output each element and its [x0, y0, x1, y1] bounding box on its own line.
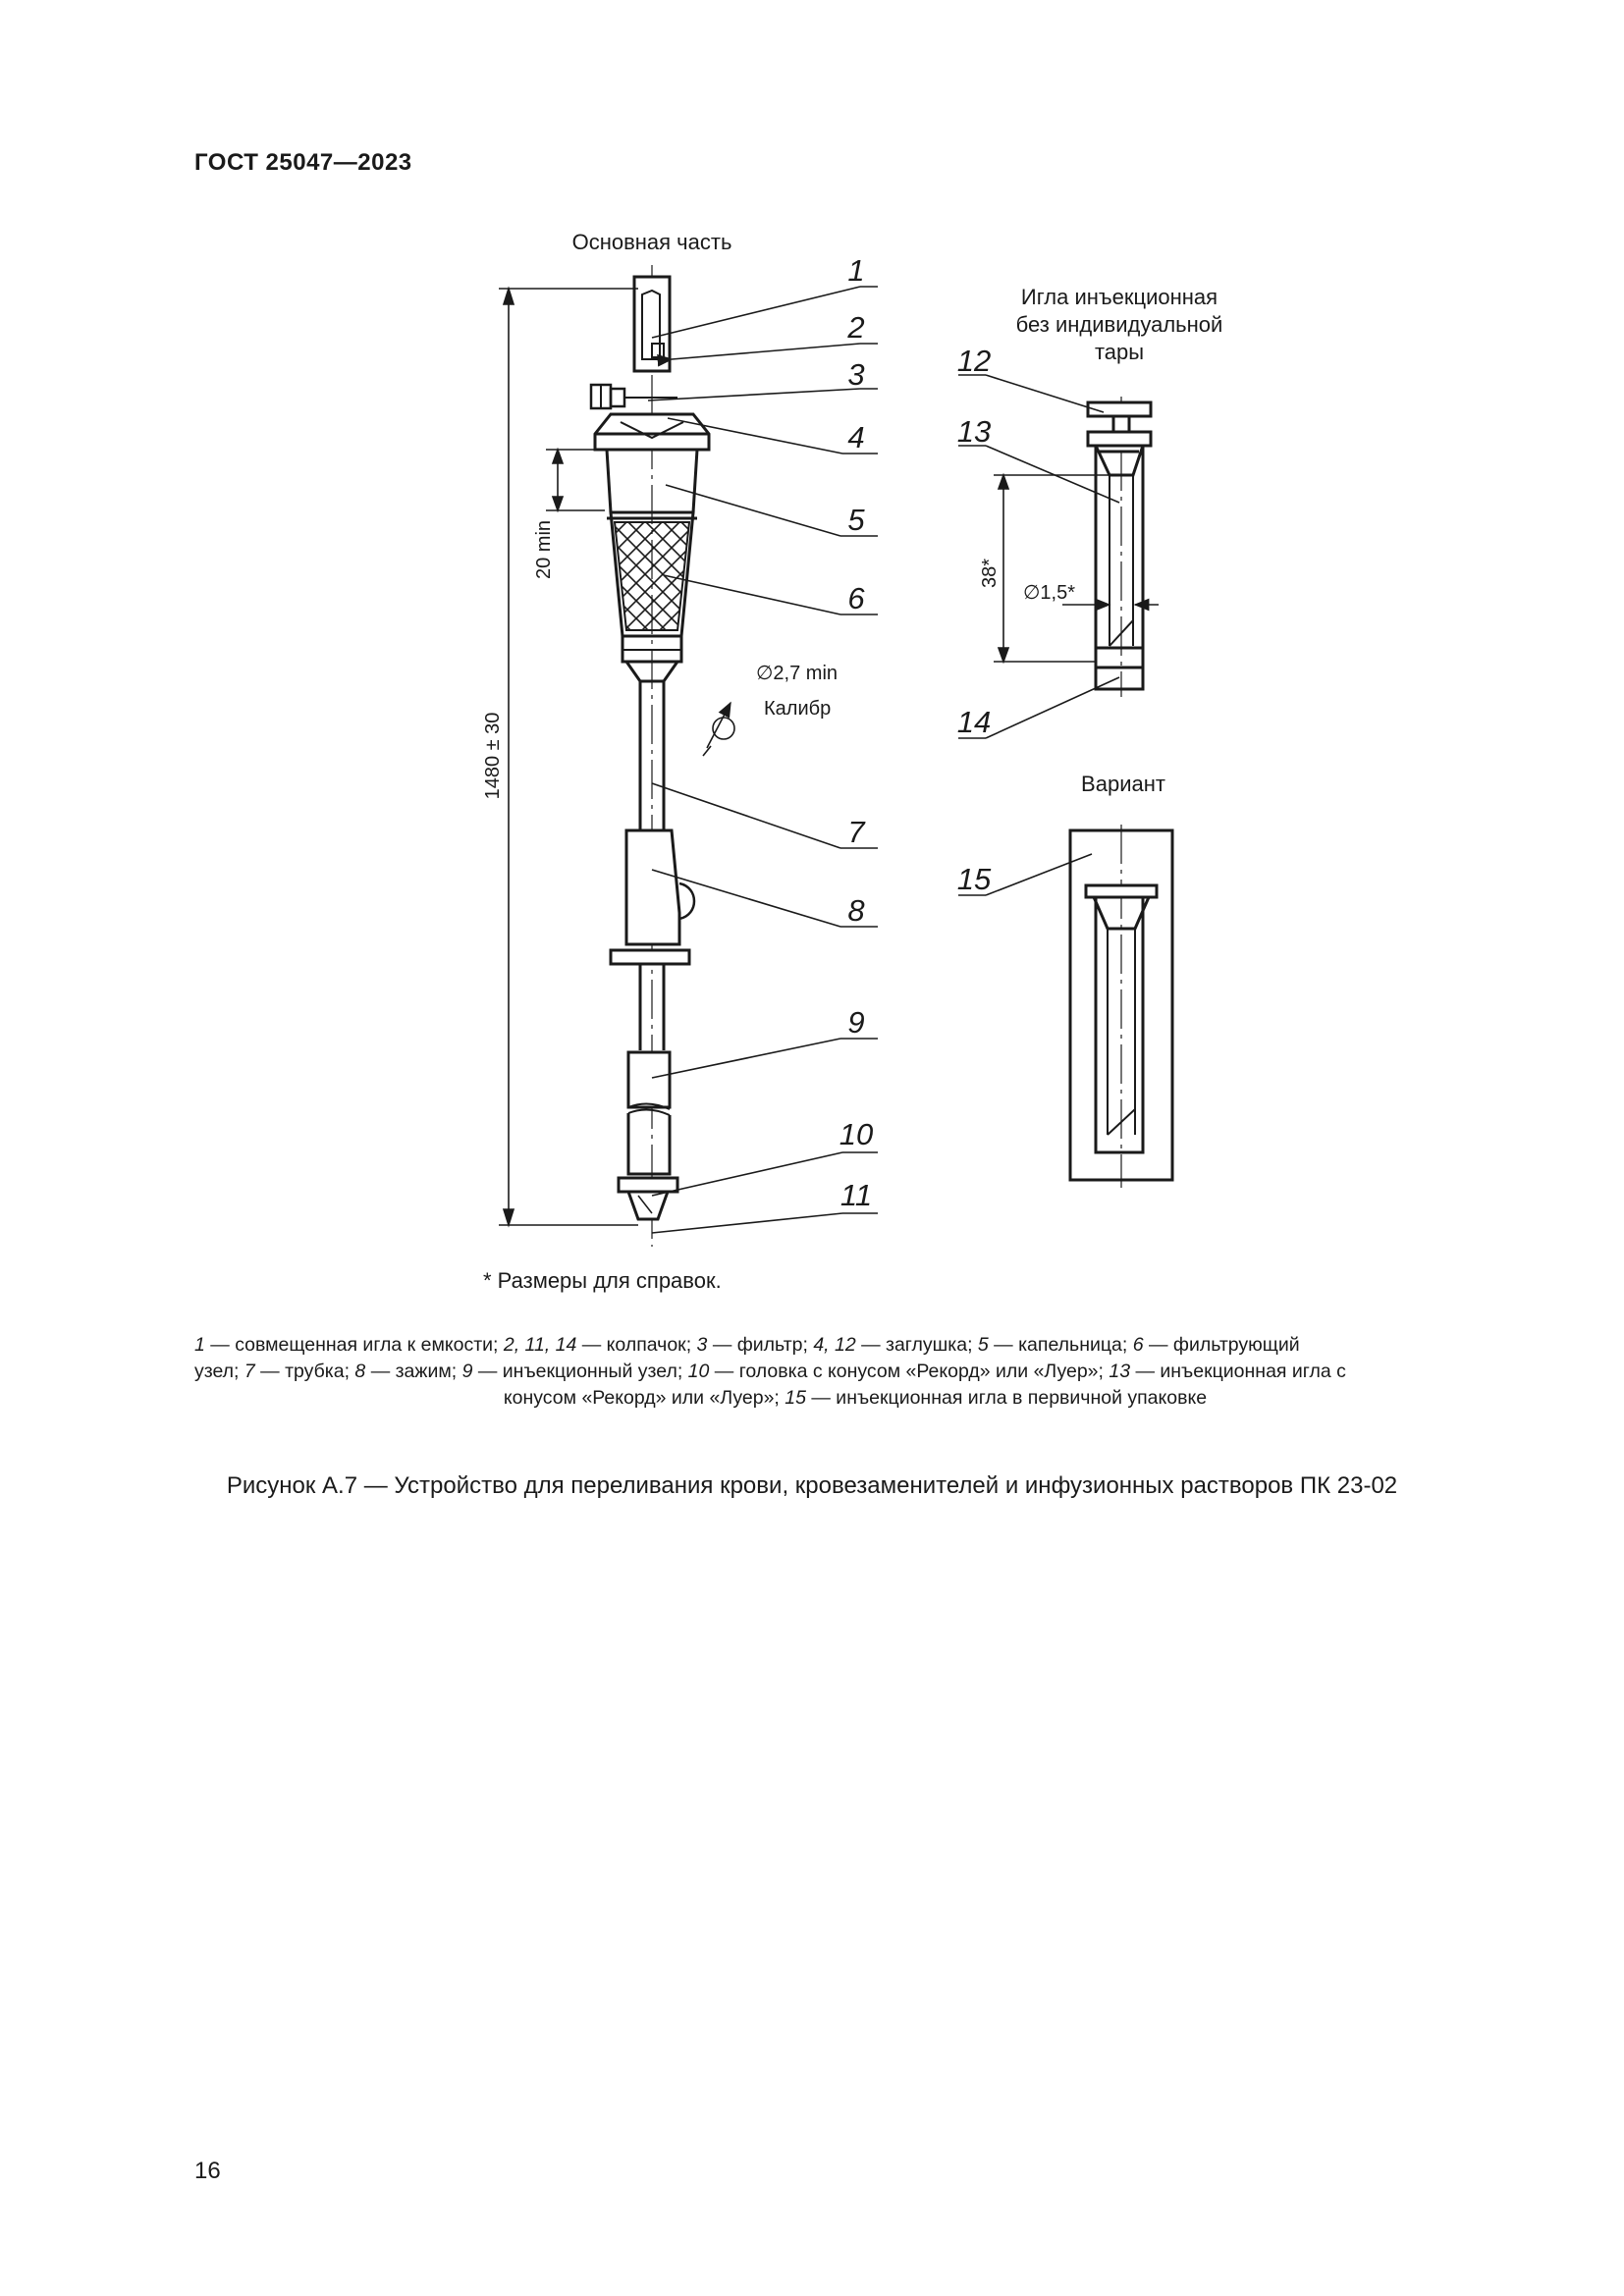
legend-item-text: — трубка; [254, 1361, 355, 1382]
legend-item-text: — колпачок; [576, 1334, 697, 1356]
callout-9: 9 [847, 1005, 865, 1040]
callout-4: 4 [847, 420, 865, 454]
needle-diameter-dimension: ∅1,5* [1023, 582, 1076, 604]
total-length-dimension: 1480 ± 30 [482, 712, 504, 800]
legend-line [194, 1359, 1516, 1385]
legend-item-text: — заглушка; [855, 1334, 978, 1356]
legend-line [194, 1385, 1516, 1412]
needle-title-line-3: тары [1094, 340, 1145, 364]
legend-item-number: 1 [194, 1334, 205, 1356]
legend-item-number: 4, 12 [813, 1334, 856, 1356]
legend-item-text: — зажим; [365, 1361, 462, 1382]
legend-item-number: 13 [1109, 1361, 1131, 1382]
callout-6: 6 [847, 581, 865, 615]
legend-item-text: — совмещенная игла к емкости; [204, 1334, 504, 1356]
callout-10: 10 [839, 1117, 874, 1151]
legend-item-text: — инъекционная игла в первичной упаковке [805, 1387, 1208, 1409]
legend-item-number: 9 [461, 1361, 473, 1382]
page-number: 16 [194, 2158, 221, 2184]
needle-title-line-1: Игла инъекционная [1020, 285, 1218, 309]
legend-item-text: узел; [194, 1361, 244, 1382]
legend-item-text: — головка с конусом «Рекорд» или «Луер»; [709, 1361, 1110, 1382]
main-part-title: Основная часть [571, 230, 732, 254]
callout-11: 11 [839, 1178, 873, 1212]
callout-15: 15 [956, 862, 992, 896]
legend-item-text: — инъекционная игла с [1130, 1361, 1346, 1382]
legend-item-number: 15 [785, 1387, 806, 1409]
callout-13: 13 [956, 414, 992, 449]
legend-item-number: 6 [1132, 1334, 1144, 1356]
callout-3: 3 [847, 357, 865, 392]
callout-1: 1 [847, 253, 865, 288]
legend-item-text: — капельница; [988, 1334, 1133, 1356]
legend-item-number: 10 [687, 1361, 710, 1382]
figure-caption: Рисунок А.7 — Устройство для переливания крови, кровезаменителей и инфузионных растворов ПК 23-02 [226, 1472, 1398, 1499]
legend-item-number: 7 [244, 1361, 255, 1382]
legend-item-text: — инъекционный узел; [472, 1361, 688, 1382]
variant-drawing [1070, 825, 1172, 1188]
legend-item-number: 8 [354, 1361, 366, 1382]
needle-title-line-2: без индивидуальной [1015, 312, 1223, 337]
legend-item-number: 5 [977, 1334, 989, 1356]
footnote: * Размеры для справок. [483, 1268, 722, 1293]
legend-item-number: 3 [696, 1334, 708, 1356]
variant-title: Вариант [1081, 772, 1165, 796]
tube-diameter-dimension: ∅2,7 min [756, 663, 839, 684]
legend-item-text: — фильтрующий [1143, 1334, 1300, 1356]
needle-drawing [1088, 397, 1151, 697]
legend-item-number: 2, 11, 14 [503, 1334, 577, 1356]
document-header: ГОСТ 25047—2023 [194, 149, 412, 176]
callout-5: 5 [847, 503, 865, 537]
main-callout-numbers [839, 253, 873, 1212]
legend-item-text: — фильтр; [707, 1334, 814, 1356]
infusion-set-drawing [591, 265, 709, 1247]
callout-14: 14 [956, 705, 992, 739]
callout-7: 7 [847, 815, 865, 849]
legend-item-text: конусом «Рекорд» или «Луер»; [503, 1387, 785, 1409]
needle-length-dimension: 38* [979, 558, 1001, 589]
callout-2: 2 [847, 310, 865, 345]
drip-chamber-dimension: 20 min [533, 519, 555, 580]
callout-8: 8 [847, 893, 865, 928]
needle-callout-numbers [957, 344, 992, 896]
gauge-label: Калибр [764, 698, 832, 720]
figure-legend [194, 1332, 1516, 1412]
callout-12: 12 [956, 344, 992, 378]
legend-line [194, 1332, 1516, 1359]
